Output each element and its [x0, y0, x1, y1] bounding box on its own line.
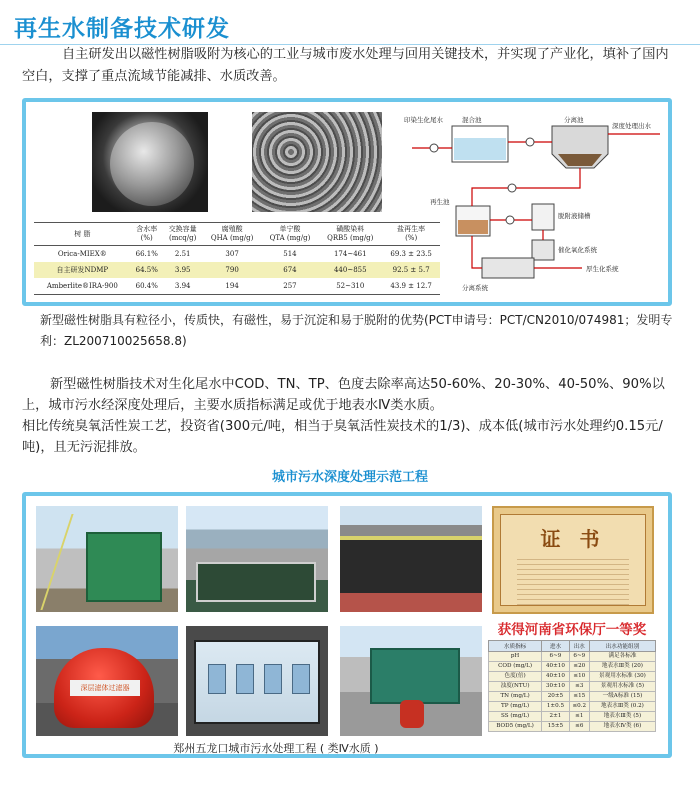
- resin-col-name: 树 脂: [34, 223, 131, 246]
- table-cell: 40±10: [542, 672, 570, 682]
- label-sep-system: 分离系统: [462, 284, 488, 292]
- table-cell: 66.1%: [135, 250, 158, 258]
- label-desorption: 脱附液储槽: [558, 212, 591, 220]
- process-flow-diagram: [402, 108, 668, 296]
- table-row: [489, 682, 656, 692]
- pump-icon: [506, 216, 514, 224]
- label-biochem: 厚生化系统: [586, 265, 619, 273]
- pump-icon: [508, 184, 516, 192]
- photo-outdoor-unit: [340, 626, 482, 736]
- table-cell: 30±10: [542, 682, 570, 692]
- resin-table-header: [34, 223, 440, 246]
- table-cell: 69.3 ± 23.5: [390, 250, 432, 258]
- table-header-cell: 出水: [569, 641, 589, 652]
- separation-unit: [482, 258, 534, 278]
- photo-plant-tank: [36, 506, 178, 612]
- table-cell: 满足各标准: [589, 652, 655, 662]
- photo-caption: 郑州五龙口城市污水处理工程 ( 类Ⅳ水质 ): [173, 742, 379, 755]
- resin-figure-panel: [22, 98, 672, 306]
- table-row: [489, 662, 656, 672]
- table-cell: 一级A标准 (15): [589, 692, 655, 702]
- table-cell: ≤20: [569, 662, 589, 672]
- flow-line-recycle: [472, 168, 580, 206]
- table-cell: TP (mg/L): [489, 702, 542, 712]
- table-cell: 52~310: [318, 278, 382, 295]
- table-cell: ≤0.2: [569, 702, 589, 712]
- table-cell: 440~855: [318, 262, 382, 278]
- table-cell: TN (mg/L): [489, 692, 542, 702]
- table-cell: 地表水Ⅲ类 (20): [589, 662, 655, 672]
- table-cell: 174~461: [333, 250, 367, 258]
- table-cell: 自主研发NDMP: [34, 262, 131, 278]
- page-title: 再生水制备技术研发: [14, 16, 230, 42]
- label-outlet: 深度处理出水: [612, 122, 651, 130]
- table-cell: 514: [283, 250, 297, 258]
- resin-col-water: 含水率 (%): [131, 223, 163, 246]
- demo-photo-panel: [22, 492, 672, 758]
- table-header-row: [489, 641, 656, 652]
- label-separation: 分离池: [564, 116, 584, 124]
- table-cell: 43.9 ± 12.7: [382, 278, 440, 295]
- table-row: [489, 712, 656, 722]
- vessel-plate: 深层滤体过滤器: [70, 680, 140, 696]
- desorption-tank: [532, 204, 554, 230]
- table-cell: ≤6: [569, 722, 589, 732]
- resin-col-dye: 磺酸染料 QRB5 (mg/g): [318, 223, 382, 246]
- table-header-cell: 出水功能组别: [589, 641, 655, 652]
- photo-filter-vessel: [36, 626, 178, 736]
- table-cell: Orica-MIEX®: [57, 250, 107, 258]
- award-heading: 获得河南省环保厅一等奖: [497, 622, 647, 638]
- table-cell: 257: [262, 278, 319, 295]
- pump-icon: [430, 144, 438, 152]
- label-regeneration: 再生池: [430, 198, 450, 206]
- table-cell: 64.5%: [131, 262, 163, 278]
- resin-col-humic: 腐殖酸 QHA (mg/g): [203, 223, 262, 246]
- table-row: [489, 652, 656, 662]
- table-cell: SS (mg/L): [489, 712, 542, 722]
- label-catalytic: 催化氧化系统: [558, 246, 597, 254]
- cost-paragraph: 相比传统臭氧活性炭工艺，投资省(300元/吨，相当于臭氧活性炭技术的1/3)、成本低(城市污水处理约0.15元/吨)，且无污泥排放。: [22, 419, 663, 455]
- table-header-cell: 进水: [542, 641, 570, 652]
- resin-comparison-table: [34, 222, 440, 295]
- table-cell: 6~9: [542, 652, 570, 662]
- table-cell: 15±5: [542, 722, 570, 732]
- table-row: [34, 278, 440, 295]
- demo-section-title: 城市污水深度处理示范工程: [271, 470, 428, 485]
- regen-fluid: [458, 220, 488, 234]
- certificate-image: [492, 506, 654, 614]
- table-cell: COD (mg/L): [489, 662, 542, 672]
- table-cell: ≤3: [569, 682, 589, 692]
- removal-paragraph: 新型磁性树脂技术对生化尾水中COD、TN、TP、色度去除率高达50-60%、20-30%、40-50%、90%以上，城市污水经深度处理后，主要水质指标满足或优于地表水Ⅳ类水质。: [22, 377, 665, 413]
- table-cell: 地表水Ⅲ类 (5): [589, 712, 655, 722]
- table-row: [489, 722, 656, 732]
- table-cell: Amberlite®IRA-900: [34, 278, 131, 295]
- table-cell: 307: [225, 250, 239, 258]
- mixing-water: [454, 138, 506, 160]
- table-cell: BOD5 (mg/L): [489, 722, 542, 732]
- catalytic-unit: [532, 240, 554, 260]
- table-cell: 3.95: [163, 262, 203, 278]
- label-mixing: 混合池: [462, 116, 482, 124]
- table-cell: 2.51: [174, 250, 191, 258]
- resin-col-tannic: 单宁酸 QTA (mg/g): [262, 223, 319, 246]
- table-header-cell: 水质指标: [489, 641, 542, 652]
- table-cell: ≤15: [569, 692, 589, 702]
- table-cell: 60.4%: [131, 278, 163, 295]
- table-cell: 92.5 ± 5.7: [382, 262, 440, 278]
- water-quality-table: [488, 640, 656, 732]
- table-cell: 地表水Ⅲ类 (0.2): [589, 702, 655, 712]
- table-cell: 1±0.5: [542, 702, 570, 712]
- table-row: [34, 262, 440, 278]
- pump-icon: [526, 138, 534, 146]
- table-cell: 6~9: [569, 652, 589, 662]
- table-cell: 景观用水标准 (30): [589, 672, 655, 682]
- table-cell: 194: [203, 278, 262, 295]
- table-cell: 地表水Ⅳ类 (6): [589, 722, 655, 732]
- table-row: [489, 672, 656, 682]
- photo-channels: [186, 506, 328, 612]
- table-cell: ≤10: [569, 672, 589, 682]
- resin-col-regen: 盐再生率 (%): [382, 223, 440, 246]
- table-cell: 浊度(NTU): [489, 682, 542, 692]
- table-cell: 790: [203, 262, 262, 278]
- table-row: [489, 702, 656, 712]
- label-inlet: 印染生化尾水: [404, 116, 443, 124]
- certificate-title: 证 书: [540, 527, 606, 551]
- photo-basins: [340, 506, 482, 612]
- intro-paragraph: 自主研发出以磁性树脂吸附为核心的工业与城市废水处理与回用关键技术，并实现了产业化，填补了国内空白，支撑了重点流域节能减排、水质改善。: [22, 47, 669, 84]
- table-cell: 40±10: [542, 662, 570, 672]
- sem-image-sphere: [92, 112, 208, 212]
- table-cell: 2±1: [542, 712, 570, 722]
- resin-col-capacity: 交换容量 (mcq/g): [163, 223, 203, 246]
- table-row: [489, 692, 656, 702]
- table-cell: pH: [489, 652, 542, 662]
- table-cell: 景观用水标准 (5): [589, 682, 655, 692]
- table-cell: 20±5: [542, 692, 570, 702]
- table-cell: 3.94: [163, 278, 203, 295]
- flow-line-sep: [472, 236, 482, 268]
- table-cell: 674: [262, 262, 319, 278]
- table-cell: 色度(倍): [489, 672, 542, 682]
- table-cell: ≤1: [569, 712, 589, 722]
- photo-control-screen: [186, 626, 328, 736]
- sem-image-surface: [252, 112, 382, 212]
- table-row: [34, 246, 440, 263]
- figure-caption: 新型磁性树脂具有粒径小，传质快，有磁性，易于沉淀和易于脱附的优势(PCT申请号：PCT/CN2010/074981；发明专利：ZL200710025658.8): [40, 313, 673, 348]
